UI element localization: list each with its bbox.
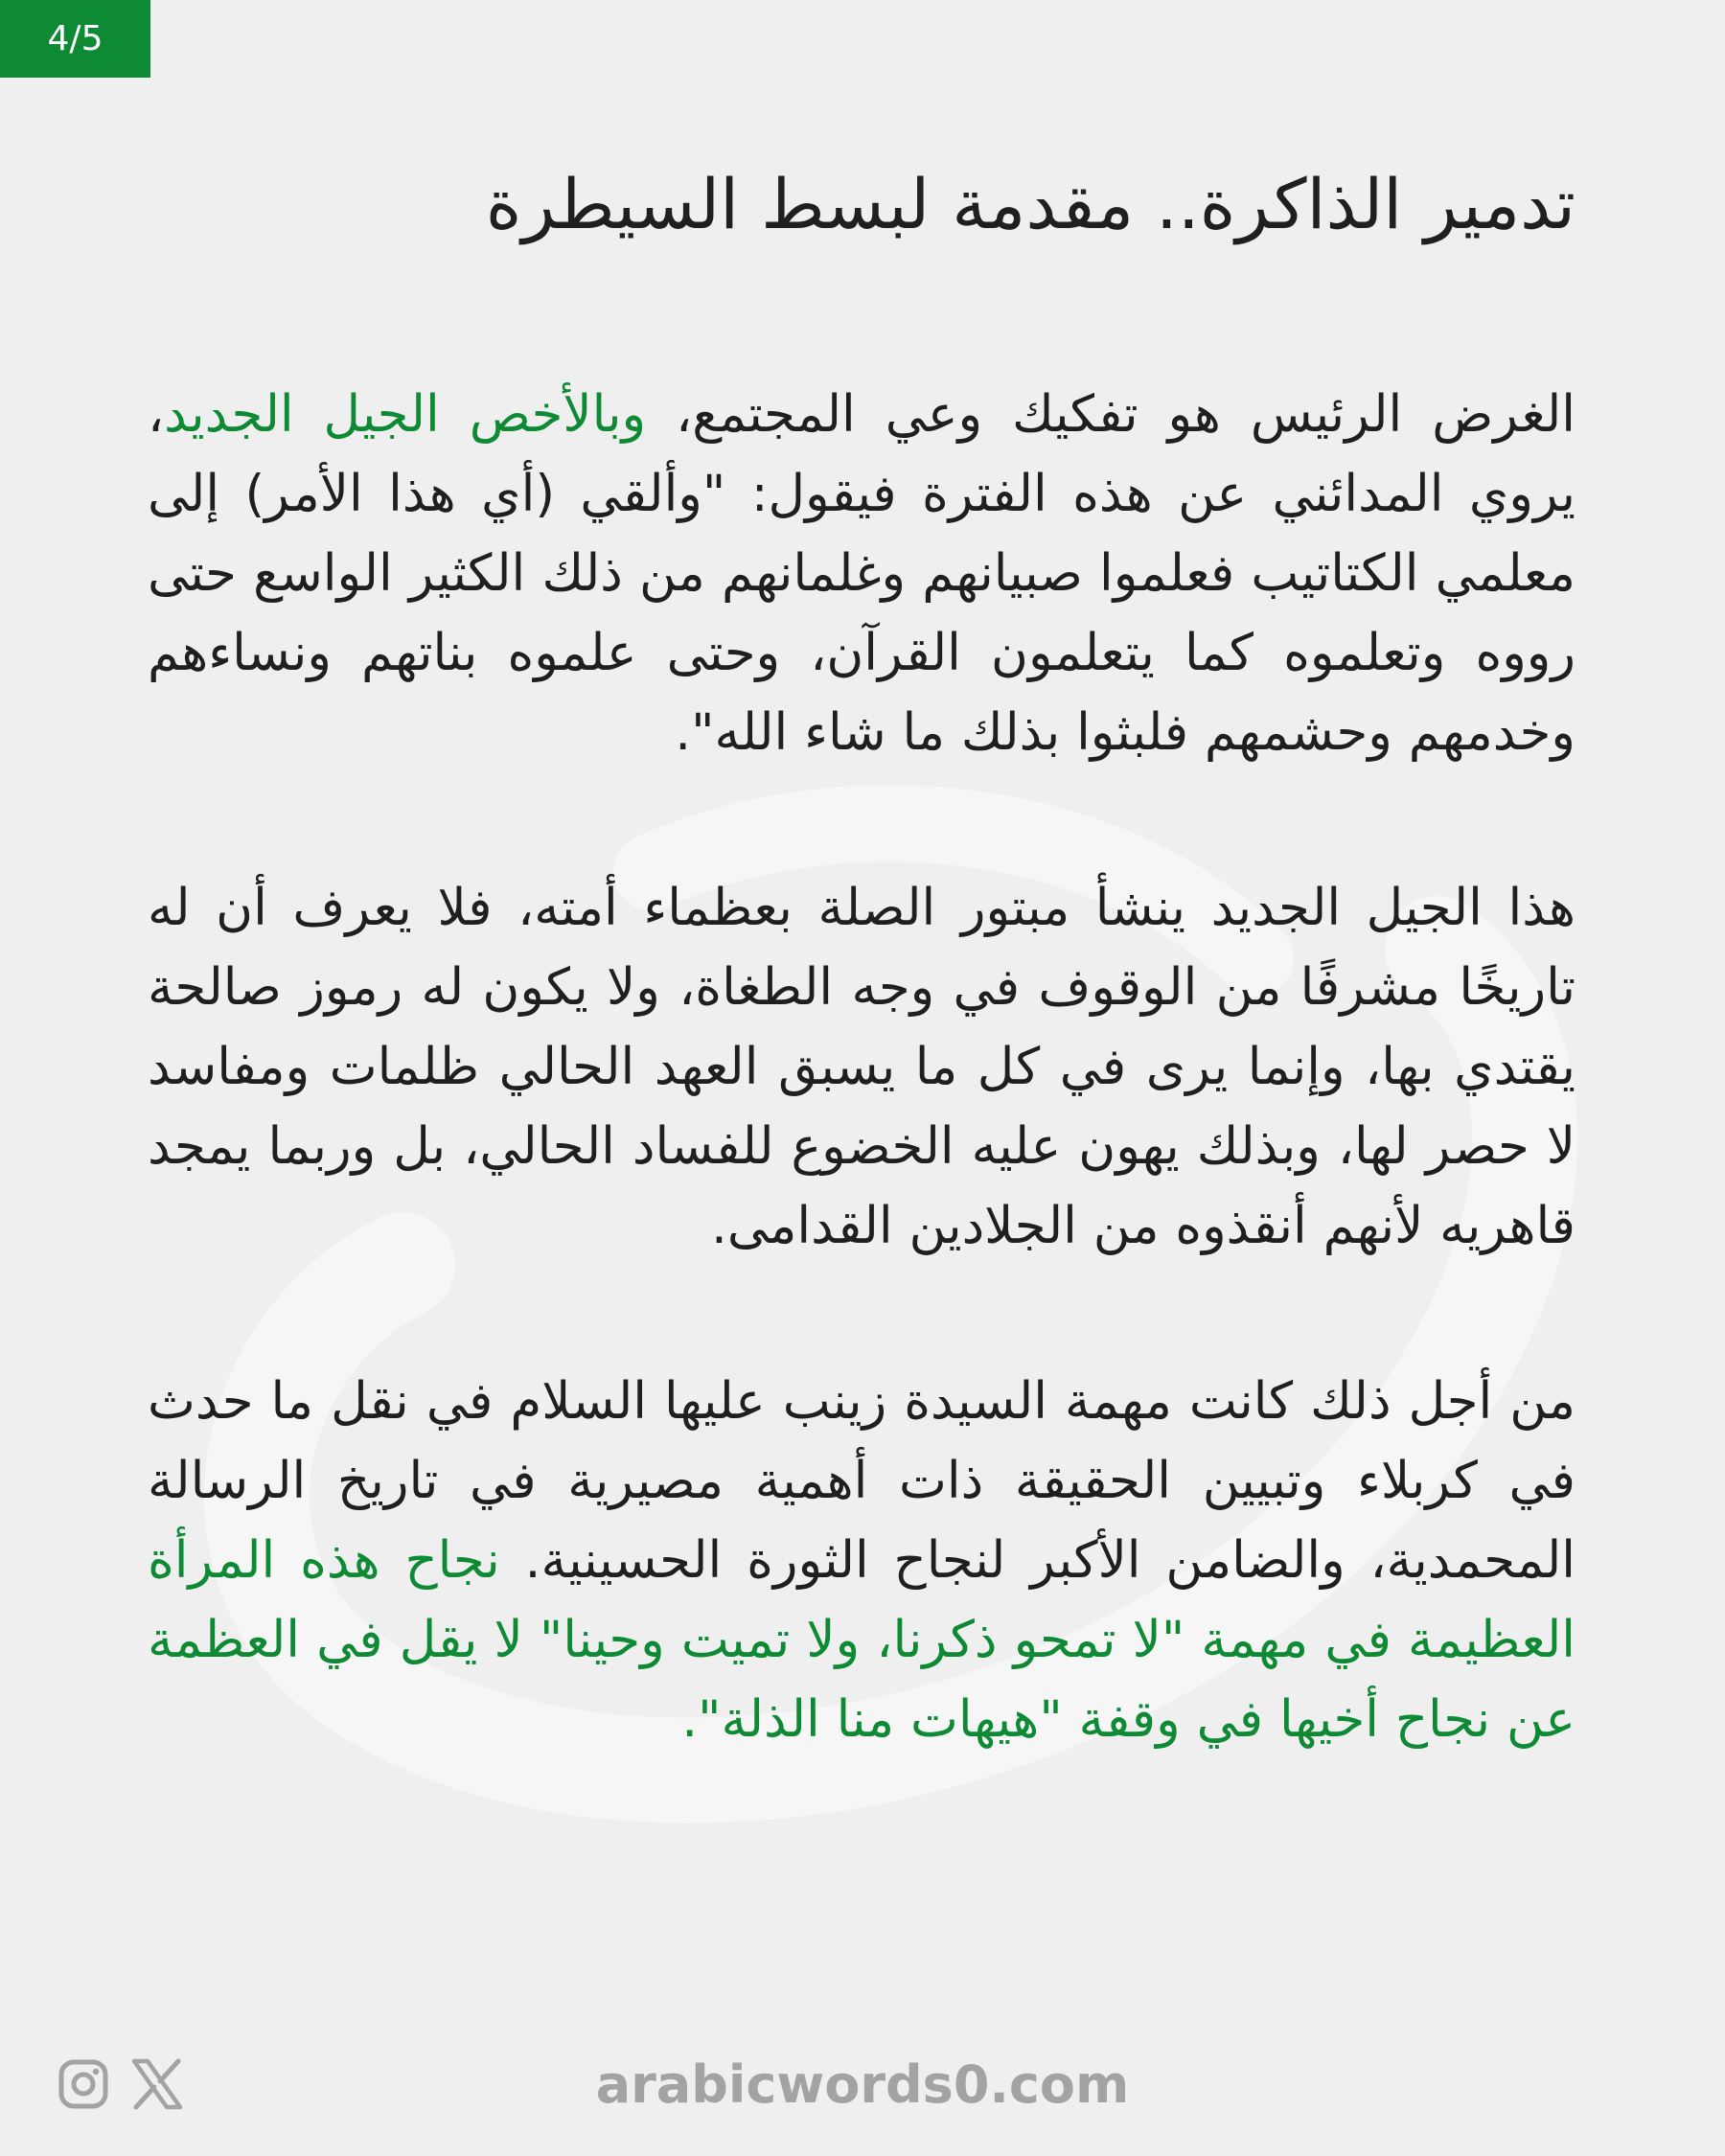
highlighted-text: وبالأخص الجيل الجديد bbox=[164, 385, 647, 445]
body-text: هذا الجيل الجديد ينشأ مبتور الصلة بعظماء أمته، فلا يعرف أن له تاريخًا مشرفًا من الوقوف في وجه الطغاة، ولا يكون له رموز صالحة يقتدي بها، وإنما يرى في كل ما يسبق العهد الحالي ظلمات ومفاسد لا حصر لها، وبذلك يهون عليه الخضوع للفساد الحالي، بل وربما يمجد قاهريه لأنهم أنقذوه من الجلادين القدامى. bbox=[148, 879, 1576, 1256]
article bbox=[148, 163, 1576, 1759]
page-counter-badge bbox=[0, 0, 150, 78]
highlighted-text: نجاح هذه المرأة العظيمة في مهمة "لا تمحو ذكرنا، ولا تميت وحينا" لا يقل في العظمة عن نجاح أخيها في وقفة "هيهات منا الذلة". bbox=[148, 1531, 1576, 1750]
body-text: الغرض الرئيس هو تفكيك وعي المجتمع، bbox=[646, 385, 1576, 445]
paragraph-2 bbox=[148, 868, 1576, 1266]
body-text: من أجل ذلك كانت مهمة السيدة زينب عليها السلام في نقل ما حدث في كربلاء وتبيين الحقيقة ذات أهمية مصيرية في تاريخ الرسالة المحمدية، والضامن الأكبر لنجاح الثورة الحسينية. bbox=[148, 1372, 1576, 1591]
paragraph-1 bbox=[148, 375, 1576, 772]
page-title: تدمير الذاكرة.. مقدمة لبسط السيطرة bbox=[485, 164, 1576, 244]
article-body bbox=[148, 375, 1576, 1759]
page-counter: 4/5 bbox=[47, 19, 104, 58]
footer bbox=[0, 2012, 1725, 2156]
paragraph-3 bbox=[148, 1362, 1576, 1759]
body-text: ، يروي المدائني عن هذه الفترة فيقول: "وألقي (أي هذا الأمر) إلى معلمي الكتاتيب فعلموا صبيانهم وغلمانهم من ذلك الكثير الواسع حتى رووه وتعلموه كما يتعلمون القرآن، وحتى علموه بناتهم ونساءهم وخدمهم وحشمهم فلبثوا بذلك ما شاء الله". bbox=[148, 385, 1576, 763]
website-url[interactable]: arabicwords0.com bbox=[595, 2053, 1130, 2115]
